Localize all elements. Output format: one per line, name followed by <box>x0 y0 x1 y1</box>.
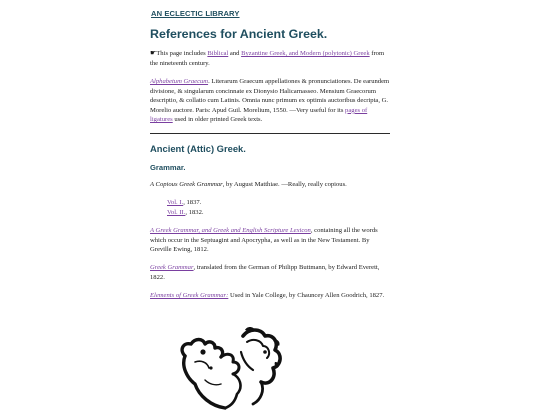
alphabetum-graecum-link[interactable]: Alphabetum Graecum <box>150 78 209 85</box>
subsection-heading: Grammar. <box>150 163 186 172</box>
goodrich-elements-link[interactable]: Elements of Greek Grammar: <box>150 292 229 299</box>
page-title: References for Ancient Greek. <box>150 27 328 41</box>
goodrich-entry <box>150 291 390 301</box>
intro-and: and <box>228 50 242 57</box>
volume-1-link[interactable]: Vol. I. <box>167 199 184 206</box>
intro-suffix: from the nineteenth century. <box>150 50 385 67</box>
ewing-text: , containing all the words which occur in the Septuagint and Apocrypha, as well as in the New Testament. By Greville Ewing, 1812. <box>150 227 378 254</box>
ewing-entry <box>150 226 390 255</box>
copious-grammar-title: A Copious Greek Grammar <box>150 181 223 188</box>
alphabetum-text-end: used in older printed Greek texts. <box>172 116 263 124</box>
section-heading: Ancient (Attic) Greek. <box>150 143 246 154</box>
volume-1-text: , 1837. <box>183 199 202 206</box>
copious-grammar-entry <box>150 180 390 190</box>
ewing-grammar-link[interactable]: A Greek Grammar, and Greek and English Scripture Lexicon <box>150 227 311 234</box>
section-divider <box>150 133 390 134</box>
decorative-owl-illustration <box>175 322 295 412</box>
volume-1-entry <box>167 198 201 208</box>
pointing-hand-icon: ☛ <box>150 49 157 57</box>
copious-grammar-text: , by August Matthiae. —Really, really copious. <box>222 181 347 188</box>
volume-2-link[interactable]: Vol. II. <box>167 209 186 216</box>
goodrich-text: Used in Yale College, by Chauncey Allen Goodrich, 1827. <box>228 292 385 299</box>
alphabetum-text: . Literarum Graecum appellationes & pronunciationes. De earundem divisione, & singularum concinnate ex Dionysio Halicarnasseo. Mensium Graecorum descriptio, & collatio cum Latinis. Omnia nunc primum ex optimis auctoribus decripta, G. Morelio auctore. Paris: Apud Guil. Morelium, 1550. —Very useful for its <box>150 78 390 114</box>
intro-paragraph <box>150 49 390 68</box>
buttmann-entry <box>150 263 390 282</box>
ligatures-link[interactable]: pages of ligatures <box>150 106 368 124</box>
intro-prefix: This page includes <box>156 50 208 57</box>
alphabetum-paragraph <box>150 77 390 125</box>
volume-2-entry <box>167 208 204 218</box>
buttmann-text: , translated from the German of Philipp Buttmann, by Edward Everett, 1822. <box>150 264 380 281</box>
biblical-link[interactable]: Biblical <box>207 50 229 57</box>
buttmann-grammar-link[interactable]: Greek Grammar <box>150 264 194 271</box>
site-home-link[interactable]: AN ECLECTIC LIBRARY <box>151 9 240 18</box>
volume-2-text: , 1832. <box>185 209 204 216</box>
byzantine-modern-link[interactable]: Byzantine Greek, and Modern (polytonic) Greek <box>241 50 370 57</box>
